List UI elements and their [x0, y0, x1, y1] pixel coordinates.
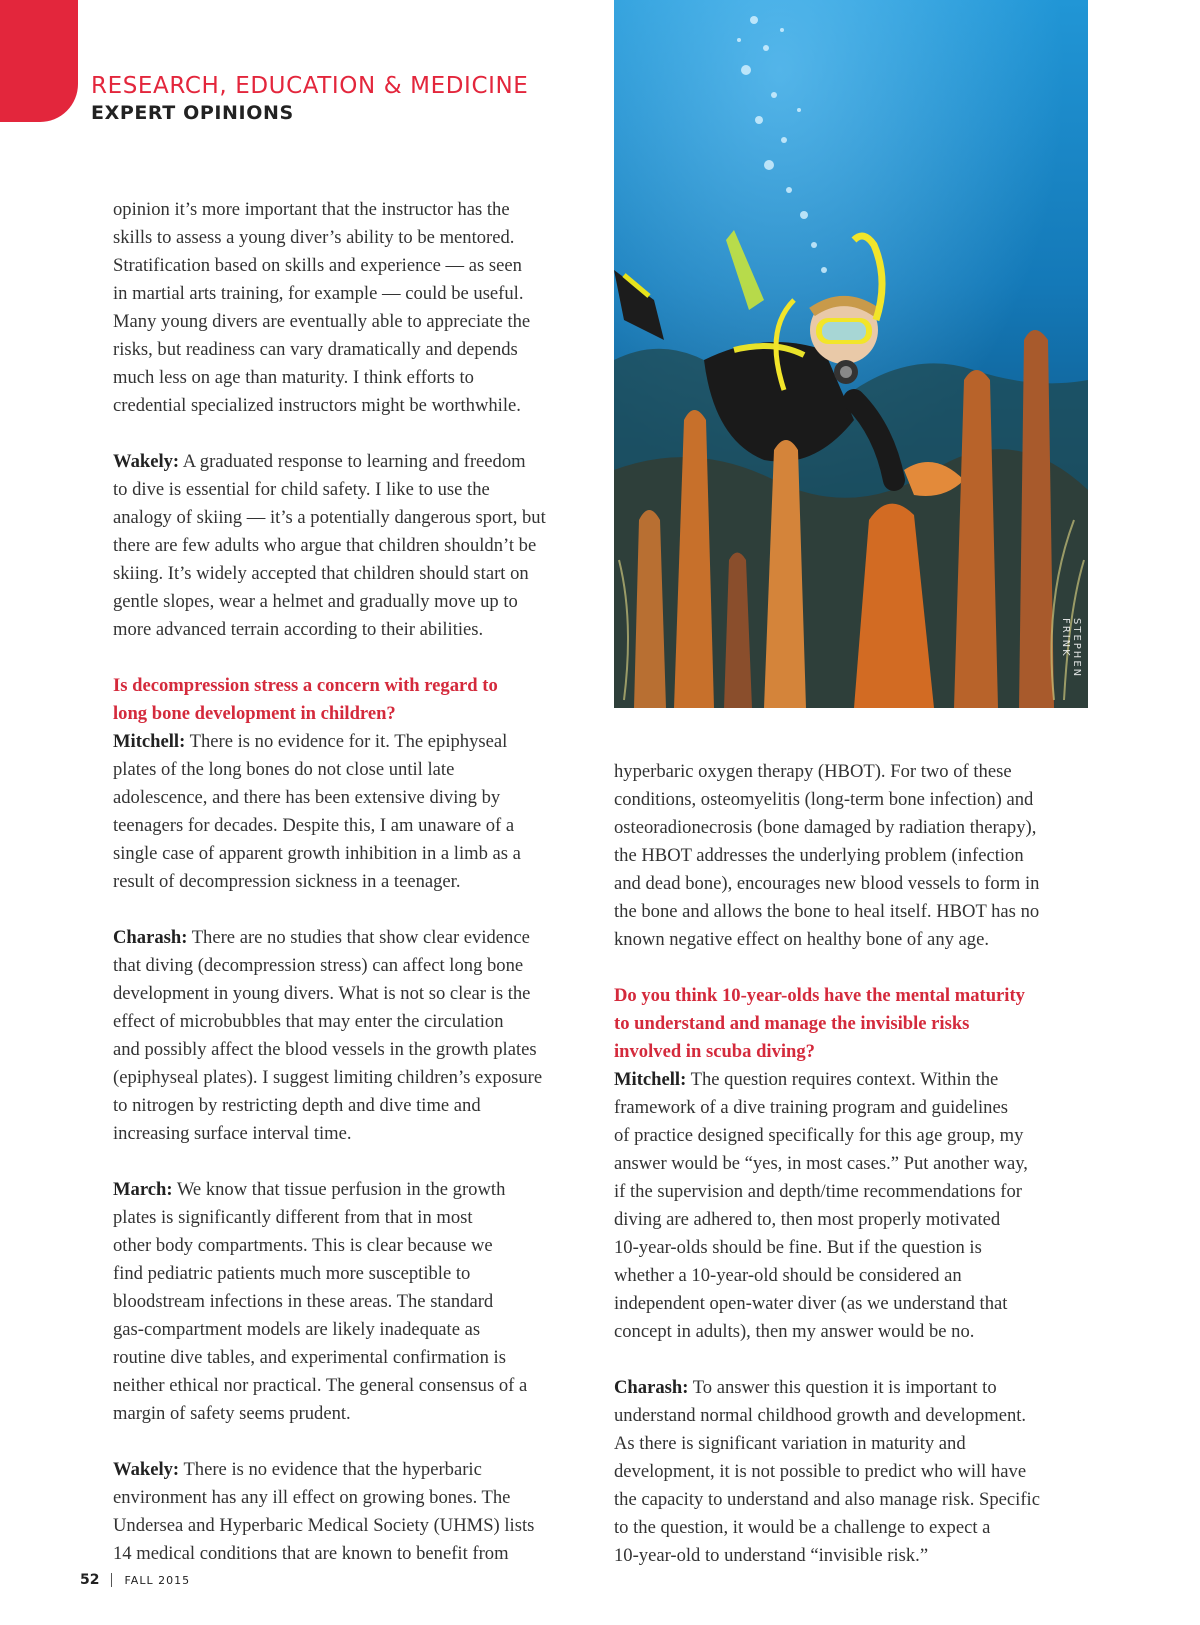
paragraph — [113, 924, 595, 1148]
section-header — [91, 72, 528, 126]
paragraph-text: hyperbaric oxygen therapy (HBOT). For two of these conditions, osteomyelitis (long-term bone infection) and osteoradionecrosis (bone damaged by radiation therapy), the HBOT addresses the underlying problem (infection and dead bone), encourages new blood vessels to form in the bone and allows the bone to heal itself. HBOT has no known negative effect on healthy bone of any age. — [614, 761, 1040, 950]
paragraph-text: There is no evidence for it. The epiphyseal plates of the long bones do not close until late adolescence, and there has been extensive diving by teenagers for decades. Despite this, I am unaware of a single case of apparent growth inhibition in a limb as a result of decompression sickness in a teenager. — [113, 731, 521, 892]
question-heading: Is decompression stress a concern with regard to long bone development in children? — [113, 675, 498, 724]
right-column — [614, 730, 1096, 1598]
paragraph-text: The question requires context. Within the framework of a dive training program and guidelines of practice designed specifically for this age group, my answer would be “yes, in most cases.” Put another way, if the supervision and depth/time recommendations for diving are adhered to, then most properly motivated 10-year-olds should be fine. But if the question is whether a 10-year-old should be considered an independent open-water diver (as we understand that concept in adults), then my answer would be no. — [614, 1069, 1028, 1342]
question-heading: Do you think 10-year-olds have the mental maturity to understand and manage the invisible risks involved in scuba diving? — [614, 985, 1025, 1062]
paragraph-text: There is no evidence that the hyperbaric environment has any ill effect on growing bones. The Undersea and Hyperbaric Medical Society (UHMS) lists 14 medical conditions that are known to benefit from — [113, 1459, 535, 1564]
diver-photo — [614, 0, 1088, 708]
paragraph-text: opinion it’s more important that the instructor has the skills to assess a young diver’s ability to be mentored. Stratification based on skills and experience — as seen in martial arts training, for example — could be useful. Many young divers are eventually able to appreciate the risks, but readiness can vary dramatically and depends much less on age than maturity. I think efforts to credential specialized instructors might be worthwhile. — [113, 199, 531, 416]
speaker-name: Wakely: — [113, 451, 180, 472]
speaker-name: Charash: — [113, 927, 188, 948]
page-number: 52 — [80, 1572, 100, 1588]
section-title: RESEARCH, EDUCATION & MEDICINE — [91, 73, 529, 99]
paragraph — [614, 1374, 1096, 1570]
diver-illustration — [614, 0, 1088, 708]
paragraph — [113, 168, 595, 420]
paragraph-text: There are no studies that show clear evidence that diving (decompression stress) can affect long bone development in young divers. What is not so clear is the effect of microbubbles that may enter the circulation and possibly affect the blood vessels in the growth plates (epiphyseal plates). I suggest limiting children’s exposure to nitrogen by restricting depth and dive time and increasing surface interval time. — [113, 927, 543, 1144]
paragraph-text: A graduated response to learning and freedom to dive is essential for child safety. I like to use the analogy of skiing — it’s a potentially dangerous sport, but there are few adults who argue that children shouldn’t be skiing. It’s widely accepted that children should start on gentle slopes, wear a helmet and gradually move up to more advanced terrain according to their abilities. — [113, 451, 546, 640]
paragraph — [614, 1066, 1096, 1346]
paragraph-text: We know that tissue perfusion in the growth plates is significantly different from that in most other body compartments. This is clear because we find pediatric patients much more susceptible to bloodstream infections in these areas. The standard gas-compartment models are likely inadequate as routine dive tables, and experimental confirmation is neither ethical nor practical. The general consensus of a margin of safety seems prudent. — [113, 1179, 528, 1424]
paragraph — [113, 1456, 595, 1568]
left-column — [113, 168, 595, 1596]
speaker-name: Wakely: — [113, 1459, 180, 1480]
paragraph — [113, 728, 595, 896]
paragraph — [113, 1176, 595, 1428]
speaker-name: March: — [113, 1179, 173, 1200]
speaker-name: Charash: — [614, 1377, 689, 1398]
paragraph — [614, 730, 1096, 954]
section-color-tab — [0, 0, 78, 122]
paragraph-text: To answer this question it is important to understand normal childhood growth and development. As there is significant variation in maturity and development, it is not possible to predict who will have the capacity to understand and also manage risk. Specific to the question, it would be a challenge to expect a 10-year-old to understand “invisible risk.” — [614, 1377, 1040, 1566]
speaker-name: Mitchell: — [614, 1069, 687, 1090]
paragraph — [113, 448, 595, 644]
speaker-name: Mitchell: — [113, 731, 186, 752]
section-subtitle: EXPERT OPINIONS — [91, 102, 294, 124]
page-footer — [80, 1572, 190, 1588]
photo-credit: STEPHEN FRINK — [1060, 618, 1082, 679]
issue-label: FALL 2015 — [124, 1573, 191, 1587]
footer-divider — [111, 1573, 112, 1587]
